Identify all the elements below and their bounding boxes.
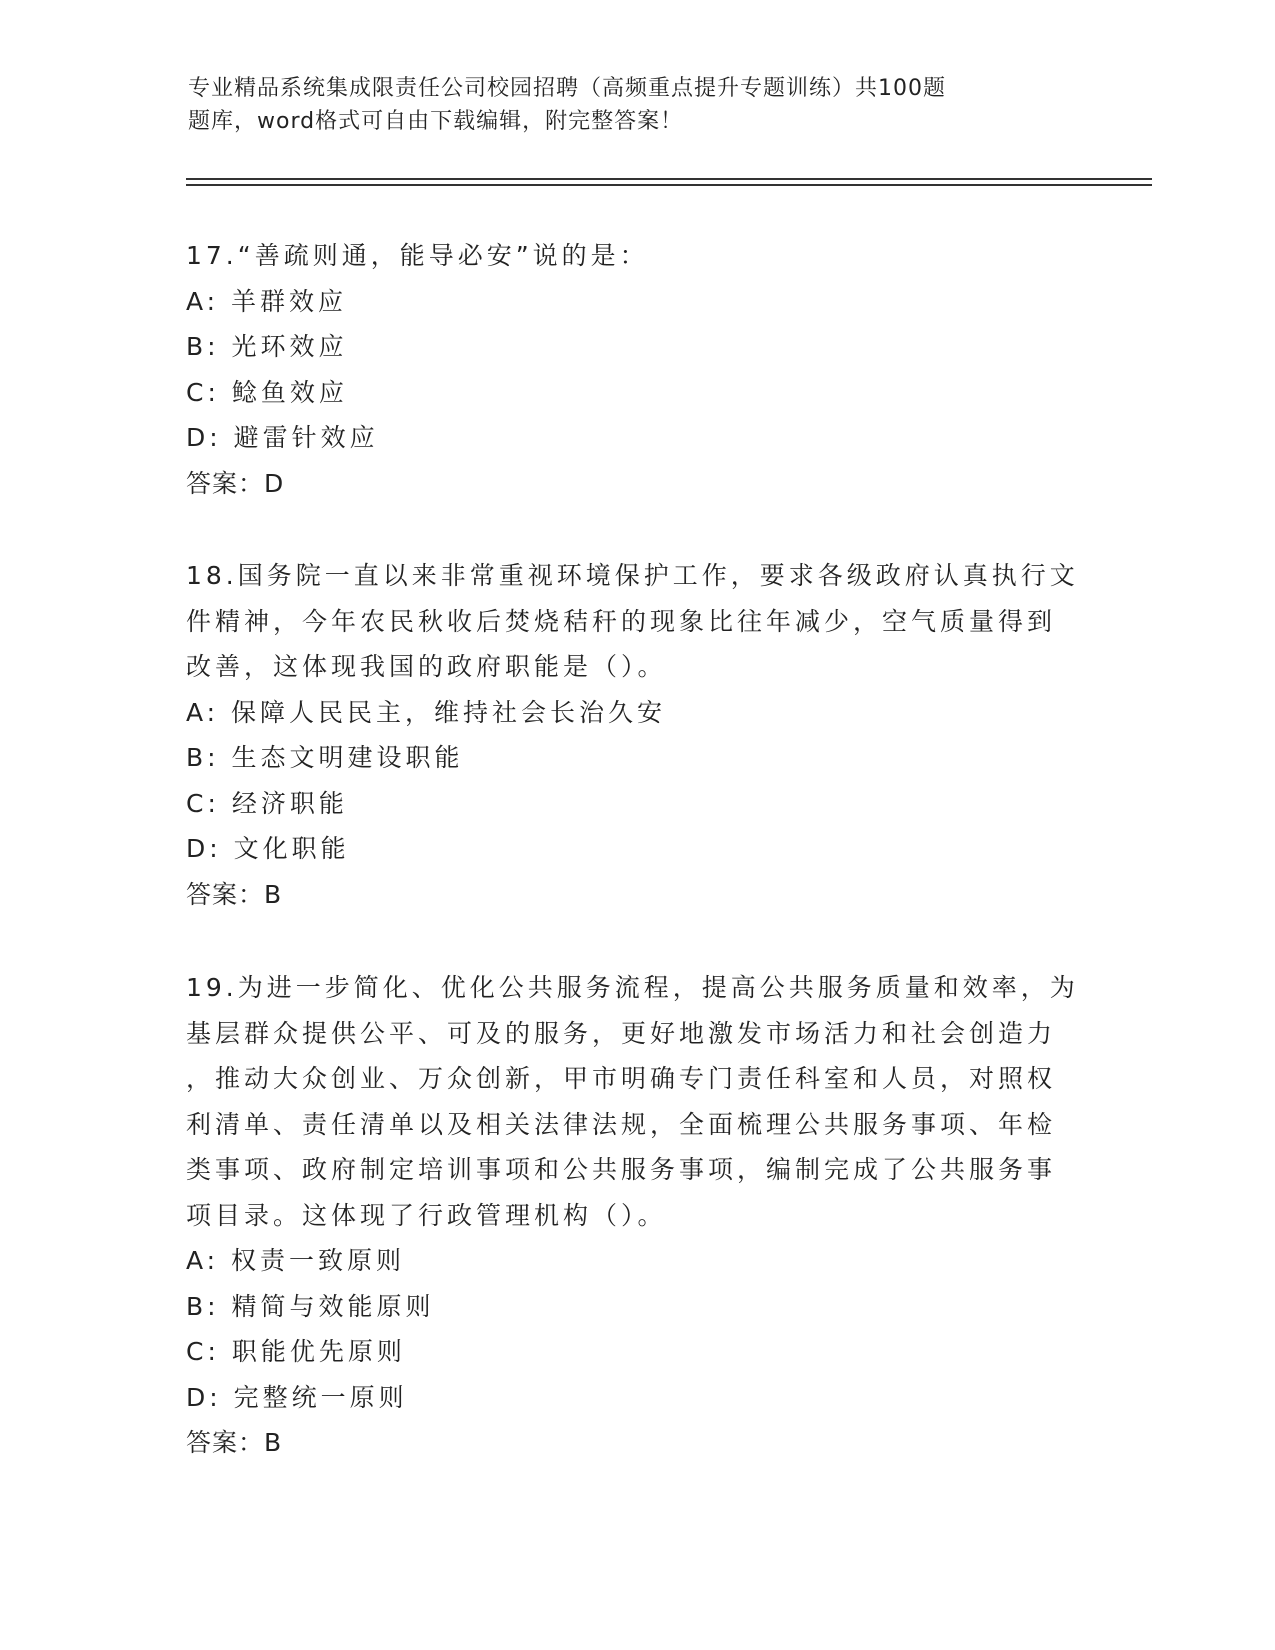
header-line: 题库，word格式可自由下载编辑，附完整答案！ [188, 109, 684, 134]
option-letter: B: [186, 743, 220, 772]
option-text: 文化职能 [233, 834, 350, 863]
option-letter: D: [186, 1382, 222, 1412]
question-19 [186, 965, 1079, 1466]
option-b [186, 1284, 1076, 1330]
option-letter: A: [186, 286, 220, 316]
option-text: 经济职能 [231, 788, 348, 818]
question-stem [186, 553, 1079, 690]
answer-line: 答案：B [186, 879, 283, 909]
option-letter: C: [186, 377, 220, 407]
option-d [186, 415, 1076, 461]
question-stem-line: 19.为进一步简化、优化公共服务流程，提高公共服务质量和效率，为 [186, 973, 1079, 1002]
option-b [186, 735, 1076, 781]
header-divider [186, 178, 1152, 180]
question-stem-line: 基层群众提供公平、可及的服务，更好地激发市场活力和社会创造力 [186, 1018, 1057, 1048]
option-text: 精简与效能原则 [231, 1291, 435, 1321]
option-c [186, 781, 1076, 827]
question-stem-line: 项目录。这体现了行政管理机构（）。 [186, 1200, 667, 1230]
option-letter: D: [186, 423, 222, 452]
option-b [186, 324, 1076, 370]
question-stem [186, 965, 1079, 1238]
question-stem-line: 改善，这体现我国的政府职能是（）。 [186, 652, 667, 681]
question-stem-line: ，推动大众创业、万众创新，甲市明确专门责任科室和人员，对照权 [186, 1064, 1057, 1093]
option-letter: C: [186, 1337, 220, 1366]
option-c [186, 370, 1076, 416]
question-stem [186, 233, 1076, 279]
option-text: 保障人民民主，维持社会长治久安 [231, 697, 667, 727]
option-a [186, 1238, 1076, 1284]
option-d [186, 826, 1076, 872]
option-c [186, 1329, 1076, 1375]
option-text: 完整统一原则 [233, 1382, 408, 1412]
option-text: 权责一致原则 [231, 1246, 406, 1275]
question-18 [186, 553, 1079, 917]
question-stem-line: 件精神，今年农民秋收后焚烧秸秆的现象比往年减少，空气质量得到 [186, 606, 1057, 636]
document-header [188, 72, 1048, 138]
option-text: 职能优先原则 [231, 1337, 406, 1366]
option-a [186, 279, 1076, 325]
option-letter: B: [186, 1291, 220, 1321]
option-letter: A: [186, 1246, 220, 1275]
question-stem-line: 利清单、责任清单以及相关法律法规，全面梳理公共服务事项、年检 [186, 1109, 1057, 1139]
answer-line: 答案：D [186, 468, 285, 498]
option-letter: C: [186, 788, 220, 818]
option-text: 光环效应 [231, 332, 348, 361]
option-a [186, 690, 1076, 736]
option-text: 鲶鱼效应 [231, 377, 348, 407]
option-letter: D: [186, 834, 222, 863]
header-divider [186, 184, 1152, 186]
option-letter: A: [186, 697, 220, 727]
option-letter: B: [186, 332, 220, 361]
header-line: 专业精品系统集成限责任公司校园招聘（高频重点提升专题训练）共100题 [188, 76, 946, 101]
question-stem-line: 18.国务院一直以来非常重视环境保护工作，要求各级政府认真执行文 [186, 561, 1079, 590]
question-17 [186, 233, 1076, 506]
option-text: 生态文明建设职能 [231, 743, 464, 772]
question-stem-line: 17.“善疏则通，能导必安”说的是： [186, 241, 649, 270]
option-d [186, 1375, 1076, 1421]
option-text: 羊群效应 [231, 286, 348, 316]
question-stem-line: 类事项、政府制定培训事项和公共服务事项，编制完成了公共服务事 [186, 1155, 1057, 1184]
option-text: 避雷针效应 [233, 423, 379, 452]
answer-line: 答案：B [186, 1428, 283, 1457]
